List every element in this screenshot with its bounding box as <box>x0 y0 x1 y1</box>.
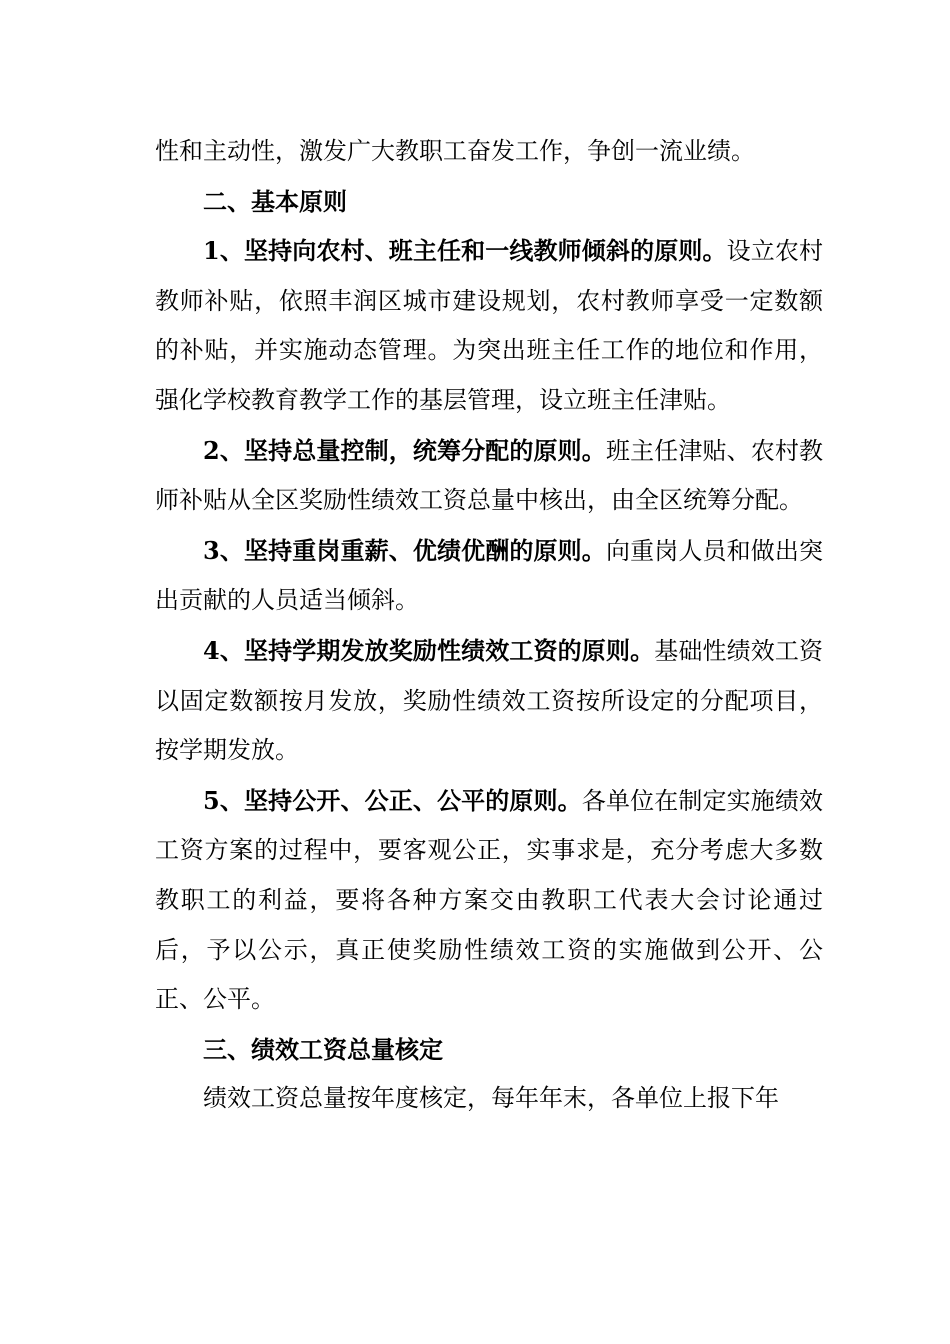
principle-paragraph-4 <box>155 626 823 776</box>
principle-body: 设立农村教师补贴，依照丰润区城市建设规划，农村教师享受一定数额的补贴，并实施动态管理。为突出班主任工作的地位和作用，强化学校教育教学工作的基层管理，设立班主任津贴。 <box>155 237 824 414</box>
principle-lead: 4、坚持学期发放奖励性绩效工资的原则。 <box>203 635 655 665</box>
principle-lead: 3、坚持重岗重薪、优绩优酬的原则。 <box>203 535 606 565</box>
section-heading-total-amount: 三、绩效工资总量核定 <box>203 1034 443 1064</box>
section3-paragraph: 绩效工资总量按年度核定，每年年末，各单位上报下年 <box>203 1084 779 1113</box>
principle-lead: 2、坚持总量控制，统筹分配的原则。 <box>203 435 606 465</box>
principle-body: 各单位在制定实施绩效工资方案的过程中，要客观公正，实事求是，充分考虑大多数教职工的利益，要将各种方案交由教职工代表大会讨论通过后，予以公示，真正使奖励性绩效工资的实施做到公开、公正、公平。 <box>155 786 823 1014</box>
principle-paragraph-3 <box>155 526 823 626</box>
principle-body: 基础性绩效工资以固定数额按月发放，奖励性绩效工资按所设定的分配项目，按学期发放。 <box>155 636 824 765</box>
principle-body: 班主任津贴、农村教师补贴从全区奖励性绩效工资总量中核出，由全区统筹分配。 <box>155 436 824 515</box>
principle-body: 向重岗人员和做出突出贡献的人员适当倾斜。 <box>155 536 824 615</box>
document-body <box>155 127 823 1124</box>
principle-paragraph-5 <box>155 776 823 1025</box>
principle-paragraph-1 <box>155 226 823 425</box>
principle-lead: 1、坚持向农村、班主任和一线教师倾斜的原则。 <box>203 236 727 266</box>
principle-paragraph-2 <box>155 426 823 526</box>
continuation-paragraph: 性和主动性，激发广大教职工奋发工作，争创一流业绩。 <box>155 137 755 165</box>
section-heading-basic-principles: 二、基本原则 <box>203 186 347 216</box>
principle-lead: 5、坚持公开、公正、公平的原则。 <box>203 785 582 815</box>
